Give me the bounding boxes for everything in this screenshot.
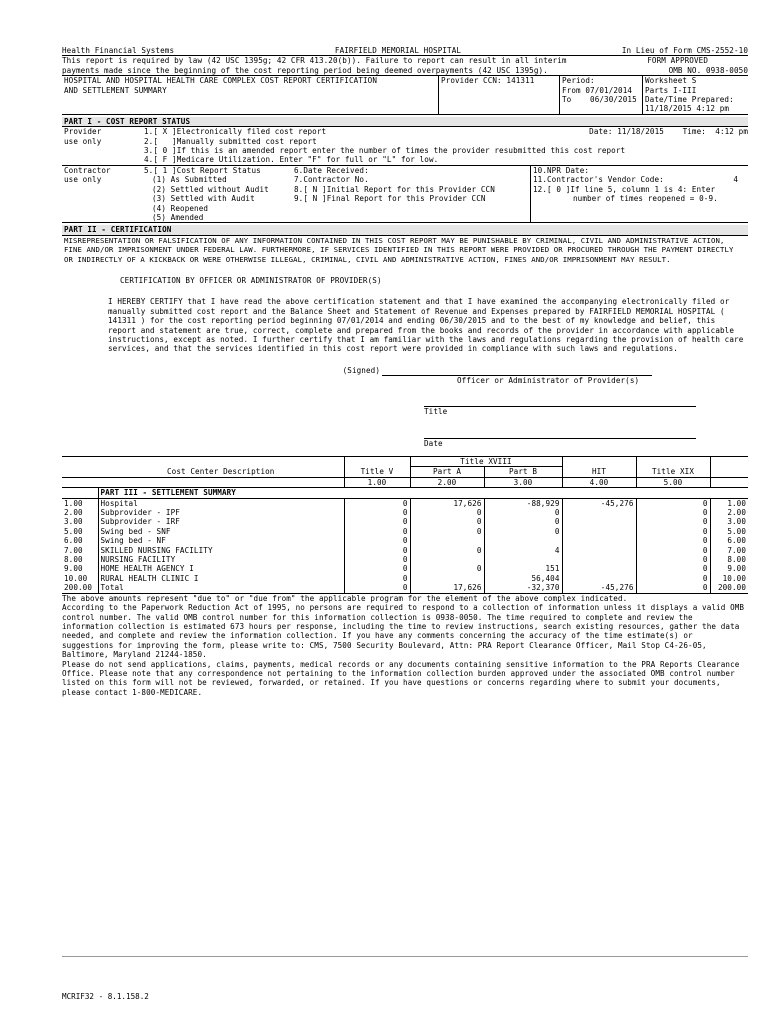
amount-cell: 0	[344, 527, 410, 536]
amount-cell: 0	[344, 555, 410, 564]
vendor-code-label: 11.Contractor's Vendor Code:	[533, 175, 664, 185]
amount-cell: 0	[410, 527, 484, 536]
npr-date: 10.NPR Date:	[533, 165, 590, 175]
worksheet-parts: Parts I-III	[645, 85, 697, 95]
amount-cell: 0	[636, 564, 710, 573]
date-line[interactable]	[424, 429, 696, 439]
amount-cell	[562, 517, 636, 526]
amount-cell: 4	[484, 546, 562, 555]
amount-cell	[562, 564, 636, 573]
part1-provider-section	[62, 127, 748, 166]
status-settled-without-audit: (2) Settled without Audit	[152, 184, 269, 194]
title-xviii-header: Title XVIII	[410, 457, 562, 467]
amount-cell: 0	[344, 536, 410, 545]
amount-cell: 151	[484, 564, 562, 573]
row-number: 8.00	[727, 555, 746, 565]
col-hit: HIT	[562, 467, 636, 477]
amount-cell: 0	[636, 536, 710, 545]
line-number: 2.00	[62, 508, 98, 517]
amount-cell: 0	[344, 574, 410, 583]
colnum-2: 2.00	[410, 477, 484, 487]
table-row	[62, 536, 748, 545]
cost-report-status: 5.[ 1 ]Cost Report Status	[144, 165, 261, 175]
vendor-code-value: 4	[733, 175, 738, 185]
period-from: From 07/01/2014	[562, 85, 633, 95]
amount-cell: 0	[484, 508, 562, 517]
pra-notice: Please do not send applications, claims, payments, medical records or any documents containing sensitive information to the PRA Reports Clearance Office. Please note that any correspondence not pertaining to the information collection burden approved under the associated OMB control number listed on this form will not be reviewed, forwarded, or retained. If you have questions or concerns regarding where to submit your documents, please contact 1-800-MEDICARE.	[62, 659, 740, 697]
prepared-date: 11/18/2015 4:12 pm	[645, 104, 730, 114]
amount-cell: 0	[636, 574, 710, 583]
amount-cell: 0	[484, 517, 562, 526]
colnum-3: 3.00	[484, 477, 562, 487]
signature-line[interactable]	[382, 366, 652, 376]
cost-center-name: NURSING FACILITY	[98, 555, 344, 564]
amount-cell: 0	[410, 546, 484, 555]
amount-cell: -45,276	[562, 583, 636, 592]
amount-cell: 0	[636, 555, 710, 564]
line-number: 7.00	[62, 546, 98, 555]
omb-number: OMB NO. 0938-0050	[668, 65, 748, 75]
table-row	[62, 517, 748, 526]
colnum-1: 1.00	[344, 477, 410, 487]
title-box	[62, 75, 748, 115]
table-row	[62, 508, 748, 517]
signature-row	[62, 366, 748, 376]
law-notice: This report is required by law (42 USC 1395g; 42 CFR 413.20(b)). Failure to report can result in all interim	[62, 56, 567, 66]
provider-ccn: Provider CCN: 141311	[438, 76, 559, 114]
amount-cell: -88,929	[484, 498, 562, 508]
amount-cell: 0	[344, 546, 410, 555]
officer-label: Officer or Administrator of Provider(s)	[457, 375, 640, 385]
line-number: 5.00	[62, 527, 98, 536]
colnum-4: 4.00	[562, 477, 636, 487]
amount-cell: 0	[636, 508, 710, 517]
provider-use-label: Provider	[64, 127, 102, 137]
line-number: 8.00	[62, 555, 98, 564]
due-note: The above amounts represent "due to" or "due from" the applicable program for the element of the above complex indicated.	[62, 593, 748, 603]
settlement-rows	[62, 498, 748, 593]
row-number: 5.00	[727, 526, 746, 536]
date-label: Date	[424, 438, 443, 448]
col-part-a: Part A	[410, 467, 484, 477]
amount-cell: 0	[344, 583, 410, 592]
amount-cell	[562, 546, 636, 555]
certification-title: CERTIFICATION BY OFFICER OR ADMINISTRATOR OF PROVIDER(S)	[120, 275, 382, 285]
contractor-number: 7.Contractor No.	[294, 175, 369, 185]
cost-center-name: Subprovider - IPF	[98, 508, 344, 517]
cost-center-name: SKILLED NURSING FACILITY	[98, 546, 344, 555]
provider-use-label-2: use only	[64, 136, 102, 146]
amount-cell: 0	[410, 517, 484, 526]
amount-cell: 0	[344, 564, 410, 573]
contractor-use-label-2: use only	[64, 175, 102, 185]
amended-count: 3.[ 0 ]If this is an amended report enter the number of times the provider resubmitted this cost report	[144, 146, 626, 156]
amount-cell: 0	[410, 508, 484, 517]
amount-cell	[562, 536, 636, 545]
amount-cell: 56,404	[484, 574, 562, 583]
period-label: Period:	[562, 76, 595, 86]
cost-center-name: RURAL HEALTH CLINIC I	[98, 574, 344, 583]
amount-cell	[562, 508, 636, 517]
cost-center-header: Cost Center Description	[98, 467, 344, 477]
form-approved: FORM APPROVED	[647, 56, 708, 66]
line-number: 9.00	[62, 564, 98, 573]
filed-date: Date: 11/18/2015	[589, 127, 664, 137]
report-subtitle: AND SETTLEMENT SUMMARY	[64, 85, 167, 95]
title-label: Title	[424, 407, 448, 417]
cost-center-name: HOME HEALTH AGENCY I	[98, 564, 344, 573]
amount-cell	[484, 555, 562, 564]
line-number: 6.00	[62, 536, 98, 545]
table-row	[62, 555, 748, 564]
amount-cell: 0	[484, 527, 562, 536]
amount-cell	[410, 574, 484, 583]
table-row	[62, 574, 748, 583]
colnum-5: 5.00	[636, 477, 710, 487]
line-number: 3.00	[62, 517, 98, 526]
table-row	[62, 546, 748, 555]
amount-cell: 0	[636, 498, 710, 508]
cost-center-name: Swing bed - NF	[98, 536, 344, 545]
amount-cell	[562, 574, 636, 583]
amount-cell: 0	[344, 508, 410, 517]
amount-cell: 0	[344, 498, 410, 508]
misrepresentation-warning: MISREPRESENTATION OR FALSIFICATION OF ANY INFORMATION CONTAINED IN THIS COST REPORT MAY BE PUNISHABLE BY CRIMINAL, CIVIL AND ADMINISTRATIVE ACTION, FINE AND/OR IMPRISONMENT UNDER FEDERAL LAW. FURTHERMORE, IF SERVICES IDENTIFIED IN THIS REPORT WERE PROVIDED OR PROCURED THROUGH THE PAYMENT DIRECTLY OR INDIRECTLY OF A KICKBACK OR WERE OTHERWISE ILLEGAL, CRIMINAL, CIVIL AND ADMINISTRATIVE ACTION, FINES AND/OR IMPRISONMENT MAY RESULT.	[64, 235, 734, 264]
header-line-2	[62, 56, 748, 65]
paperwork-notice: According to the Paperwork Reduction Act of 1995, no persons are required to respond to a collection of information unless it displays a valid OMB control number. The valid OMB control number for this information collection is 0938-0050. The time required to complete and review the information collection is estimated 673 hours per response, including the time to review instructions, search existing resources, gather the data needed, and complete and review the information collection. If you have any comments concerning the accuracy of the time estimate(s) or suggestions for improving the form, please write to: CMS, 7500 Security Boulevard, Attn: PRA Report Clearance Officer, Mail Stop C4-26-05, Baltimore, Maryland 21244-1850.	[62, 603, 745, 660]
cost-center-name: Total	[98, 583, 344, 592]
row-number: 6.00	[727, 536, 746, 546]
line-number: 200.00	[62, 583, 98, 592]
date-received: 6.Date Received:	[294, 165, 369, 175]
amount-cell: 17,626	[410, 498, 484, 508]
cost-center-name: Hospital	[98, 498, 344, 508]
reopened-count: 12.[ 0 ]If line 5, column 1 is 4: Enter	[533, 184, 716, 194]
table-row	[62, 527, 748, 536]
row-number: 7.00	[727, 545, 746, 555]
row-number: 3.00	[727, 517, 746, 527]
amount-cell	[410, 555, 484, 564]
line-number: 10.00	[62, 574, 98, 583]
amount-cell: 0	[344, 517, 410, 526]
contractor-use-label: Contractor	[64, 165, 111, 175]
amount-cell	[562, 555, 636, 564]
status-settled-with-audit: (3) Settled with Audit	[152, 194, 255, 204]
row-number: 2.00	[727, 508, 746, 518]
status-as-submitted: (1) As Submitted	[152, 175, 227, 185]
part1-contractor-section	[62, 166, 748, 223]
amount-cell	[484, 536, 562, 545]
electronically-filed: 1.[ X ]Electronically filed cost report	[144, 127, 327, 137]
page-divider	[62, 956, 748, 957]
col-title-xix: Title XIX	[636, 467, 710, 477]
table-row	[62, 583, 748, 592]
manually-submitted: 2.[ ]Manually submitted cost report	[144, 136, 317, 146]
title-line[interactable]	[424, 397, 696, 407]
row-number: 10.00	[722, 573, 746, 583]
report-title: HOSPITAL AND HOSPITAL HEALTH CARE COMPLEX COST REPORT CERTIFICATION	[64, 76, 378, 86]
filed-time: Time: 4:12 pm	[682, 127, 748, 137]
line-number: 1.00	[62, 498, 98, 508]
amount-cell	[562, 527, 636, 536]
amount-cell: 17,626	[410, 583, 484, 592]
header-line-3	[62, 66, 748, 75]
part2-heading: PART II - CERTIFICATION	[62, 225, 748, 235]
reopened-count-note: number of times reopened = 0-9.	[573, 194, 718, 204]
status-amended: (5) Amended	[152, 212, 204, 222]
hospital-name: FAIRFIELD MEMORIAL HOSPITAL	[334, 46, 462, 55]
header-line-1	[62, 46, 748, 55]
software-version: MCRIF32 - 8.1.158.2	[62, 992, 149, 1001]
worksheet-label: Worksheet S	[645, 76, 697, 86]
initial-report: 8.[ N ]Initial Report for this Provider CCN	[294, 184, 495, 194]
status-reopened: (4) Reopened	[152, 203, 209, 213]
settlement-table	[62, 456, 748, 593]
row-number: 9.00	[727, 564, 746, 574]
table-row	[62, 564, 748, 573]
part1-heading: PART I - COST REPORT STATUS	[62, 117, 748, 127]
cost-center-name: Swing bed - SNF	[98, 527, 344, 536]
amount-cell: 0	[410, 564, 484, 573]
final-report: 9.[ N ]Final Report for this Provider CCN	[294, 194, 486, 204]
amount-cell: 0	[636, 546, 710, 555]
amount-cell: 0	[636, 583, 710, 592]
signed-label: (Signed)	[342, 365, 380, 375]
software-name: Health Financial Systems	[62, 46, 175, 55]
prepared-label: Date/Time Prepared:	[645, 95, 734, 105]
col-title-v: Title V	[344, 467, 410, 477]
amount-cell: 0	[636, 517, 710, 526]
table-row	[62, 498, 748, 508]
cost-report-page	[62, 46, 748, 697]
certification-statement: I HEREBY CERTIFY that I have read the above certification statement and that I have examined the accompanying electronically filed or manually submitted cost report and the Balance Sheet and Statement of Revenue and Expenses prepared by FAIRFIELD MEMORIAL HOSPITAL ( 141311 ) for the cost reporting period beginning 07/01/2014 and ending 06/30/2015 and to the best of my knowledge and belief, this report and statement are true, correct, complete and prepared from the books and records of the provider in accordance with applicable instructions, except as noted. I further certify that I am familiar with the laws and regulations regarding the provision of health care services, and that the services identified in this cost report were provided in compliance with such laws and regulations.	[108, 297, 744, 354]
overpayment-notice: payments made since the beginning of the cost reporting period being deemed overpayments (42 USC 1395g).	[62, 65, 548, 75]
form-number: In Lieu of Form CMS-2552-10	[621, 46, 748, 55]
row-number: 200.00	[717, 583, 746, 593]
row-number: 1.00	[727, 498, 746, 508]
col-part-b: Part B	[484, 467, 562, 477]
amount-cell: -32,370	[484, 583, 562, 592]
period-to: To 06/30/2015	[562, 95, 637, 105]
part3-heading: PART III - SETTLEMENT SUMMARY	[100, 488, 236, 498]
amount-cell: -45,276	[562, 498, 636, 508]
amount-cell	[410, 536, 484, 545]
amount-cell: 0	[636, 527, 710, 536]
cost-center-name: Subprovider - IRF	[98, 517, 344, 526]
medicare-utilization: 4.[ F ]Medicare Utilization. Enter "F" for full or "L" for low.	[144, 155, 439, 165]
